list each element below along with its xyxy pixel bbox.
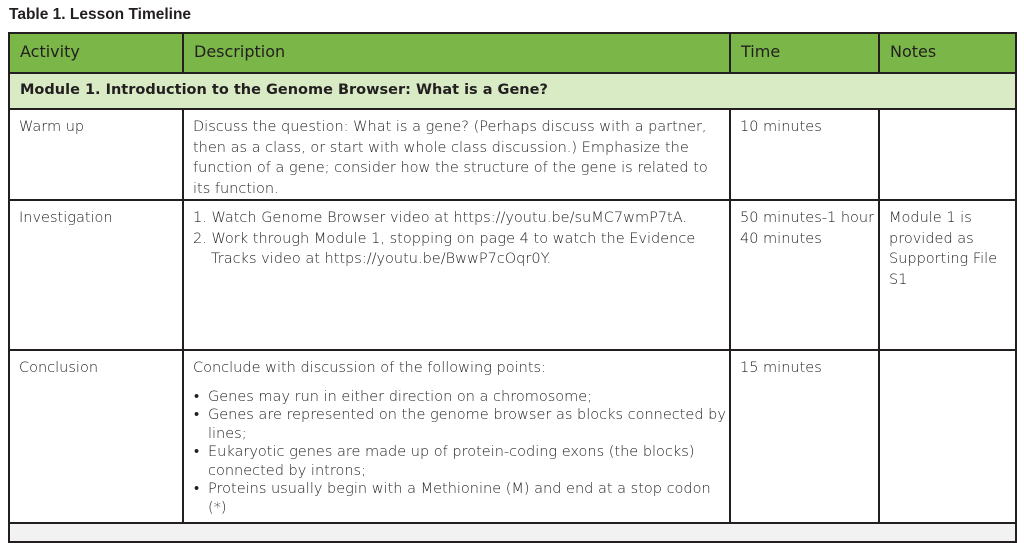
table-row <box>9 523 1016 542</box>
header-description: Description <box>183 33 730 73</box>
list-item <box>193 388 729 407</box>
steps-list <box>193 208 729 270</box>
module-row <box>9 73 1016 109</box>
bullet-text: Genes are represented on the genome browser as blocks connected by lines; <box>208 407 726 442</box>
conclusion-intro: Conclude with discussion of the following points: <box>193 360 546 376</box>
list-item <box>193 480 729 517</box>
table-row <box>9 200 1016 350</box>
description-cell: Discuss the question: What is a gene? (Perhaps discuss with a partner, then as a class, or start with whole class discussion.) Emphasize the function of a gene; consider how the structure of the gene is related to its function. <box>183 109 730 200</box>
header-row <box>9 33 1016 73</box>
table-row <box>9 109 1016 200</box>
description-cell <box>183 350 730 523</box>
activity-cell: Conclusion <box>9 350 183 523</box>
bullet-icon: • <box>194 388 200 405</box>
description-cell <box>183 200 730 350</box>
header-activity: Activity <box>9 33 183 73</box>
list-item: 1. Watch Genome Browser video at https://youtu.be/suMC7wmP7tA. <box>193 210 688 226</box>
bullet-icon: • <box>194 444 200 460</box>
time-cell: 10 minutes <box>730 109 879 200</box>
time-cell: 50 minutes-1 hour 40 minutes <box>730 200 879 350</box>
header-notes: Notes <box>879 33 1016 73</box>
bullet-list <box>193 388 729 518</box>
table-row <box>9 350 1016 523</box>
activity-cell: Investigation <box>9 200 183 350</box>
bullet-icon: • <box>194 407 200 423</box>
table-caption: Table 1. Lesson Timeline <box>9 6 192 23</box>
list-item: 2. Work through Module 1, stopping on page 4 to watch the Evidence Tracks video at https://youtu.be/BwwP7cOqr0Y. <box>193 230 696 267</box>
header-time: Time <box>730 33 879 73</box>
lesson-timeline-table <box>8 32 1017 543</box>
bullet-text: Eukaryotic genes are made up of protein-coding exons (the blocks) connected by introns; <box>208 444 695 479</box>
bullet-text: Proteins usually begin with a Methionine (M) and end at a stop codon (*) <box>208 481 711 516</box>
list-item <box>193 443 729 480</box>
module-title: Module 1. Introduction to the Genome Browser: What is a Gene? <box>9 73 1016 109</box>
notes-cell: Module 1 is provided as Supporting File S1 <box>879 200 1016 350</box>
activity-cell: Warm up <box>9 109 183 200</box>
bullet-text: Genes may run in either direction on a chromosome; <box>208 388 593 405</box>
list-item <box>193 406 729 443</box>
next-row-cell <box>9 523 1016 542</box>
notes-cell <box>879 350 1016 523</box>
time-cell: 15 minutes <box>730 350 879 523</box>
notes-cell <box>879 109 1016 200</box>
bullet-icon: • <box>194 481 200 497</box>
